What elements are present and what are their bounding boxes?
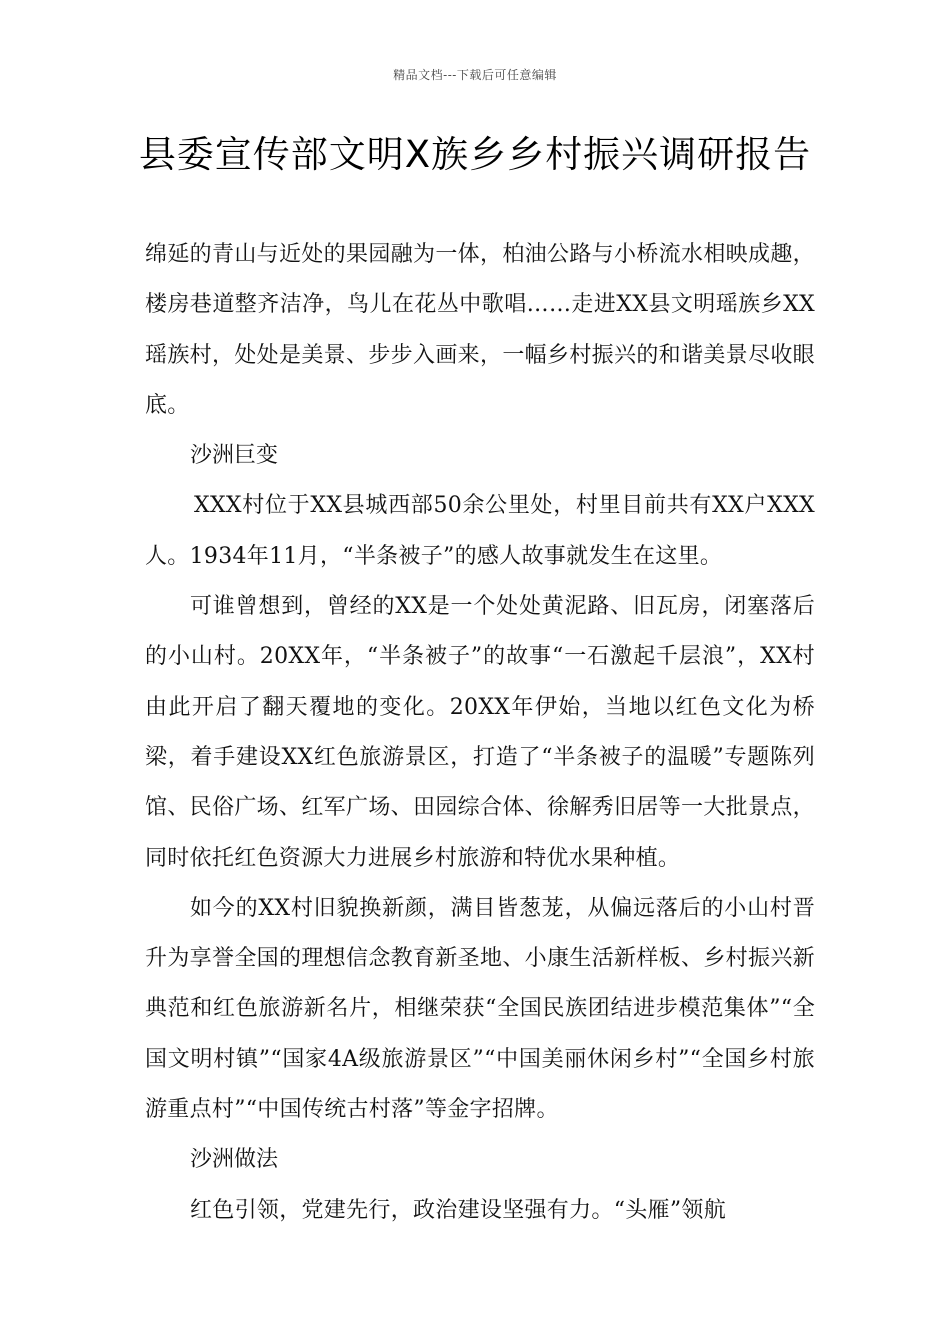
paragraph-transformation: 可谁曾想到，曾经的XX是一个处处黄泥路、旧瓦房，闭塞落后的小山村。20XX年，“半条被子”的故事“一石激起千层浪”，XX村由此开启了翻天覆地的变化。20XX年伊始，当地以红色文化为桥梁，着手建设XX红色旅游景区，打造了“半条被子的温暖”专题陈列馆、民俗广场、红军广场、田园综合体、徐解秀旧居等一大批景点，同时依托红色资源大力进展乡村旅游和特优水果种植。 <box>145 594 815 871</box>
paragraph-intro: 绵延的青山与近处的果园融为一体，柏油公路与小桥流水相映成趣，楼房巷道整齐洁净，鸟儿在花丛中歌唱……走进XX县文明瑶族乡XX瑶族村，处处是美景、步步入画来，一幅乡村振兴的和谐美景尽收眼底。 <box>145 242 815 418</box>
paragraph-party-leadership: 红色引领，党建先行，政治建设坚强有力。“头雁”领航 <box>190 1197 726 1223</box>
document-body <box>145 230 815 1236</box>
document-title: 县委宣传部文明X族乡乡村振兴调研报告 <box>138 133 812 176</box>
paragraph-achievements: 如今的XX村旧貌换新颜，满目皆葱茏，从偏远落后的小山村晋升为享誉全国的理想信念教育新圣地、小康生活新样板、乡村振兴新典范和红色旅游新名片，相继荣获“全国民族团结进步模范集体”“全国文明村镇”“国家4A级旅游景区”“中国美丽休闲乡村”“全国乡村旅游重点村”“中国传统古村落”等金字招牌。 <box>145 895 815 1123</box>
header-note: 精品文档---下载后可任意编辑 <box>393 68 557 82</box>
paragraph-village-location: XXX村位于XX县城西部50余公里处，村里目前共有XX户XXX人。1934年11月，“半条被子”的感人故事就发生在这里。 <box>145 493 815 569</box>
section-heading-methods: 沙洲做法 <box>190 1147 279 1173</box>
section-heading-changes: 沙洲巨变 <box>190 443 279 469</box>
